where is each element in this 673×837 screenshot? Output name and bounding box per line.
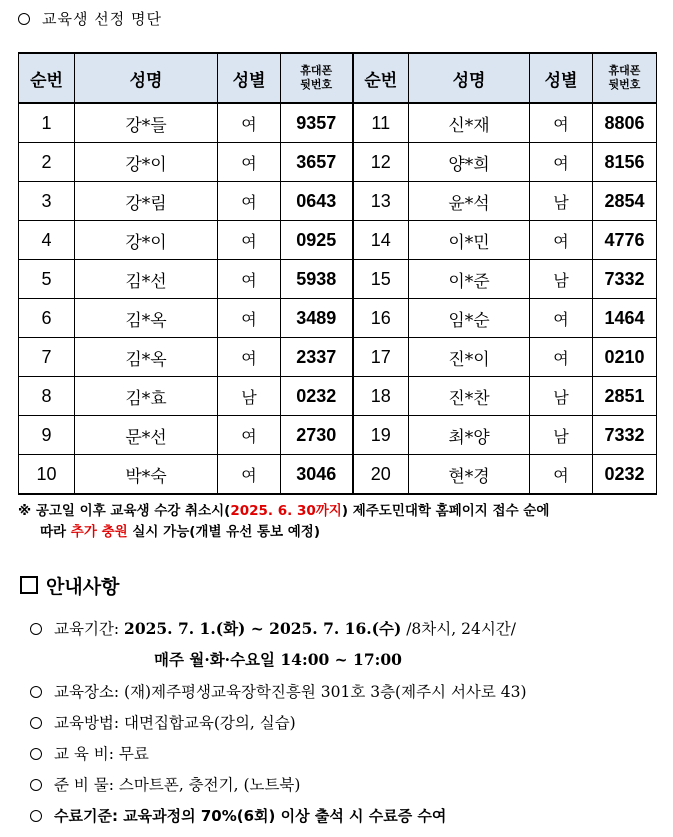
cell-r-name: 양*희 xyxy=(409,143,530,182)
table-row xyxy=(19,377,657,416)
guide-fee: 교 육 비: 무료 xyxy=(30,742,149,764)
cell-l-name: 김*선 xyxy=(75,260,218,299)
cell-r-name: 이*민 xyxy=(409,221,530,260)
cell-r-gender: 여 xyxy=(530,221,593,260)
cell-l-name: 강*이 xyxy=(75,143,218,182)
table-row xyxy=(19,182,657,221)
cell-r-no: 17 xyxy=(353,338,409,377)
cell-r-name: 임*순 xyxy=(409,299,530,338)
guide-title: 안내사항 xyxy=(20,572,119,599)
cell-r-no: 15 xyxy=(353,260,409,299)
cell-r-no: 12 xyxy=(353,143,409,182)
cell-r-phone: 4776 xyxy=(593,221,657,260)
notice-text: ※ 공고일 이후 교육생 수강 취소시(2025. 6. 30까지) 제주도민대학 홈페이지 접수 순에 따라 추가 충원 실시 가능(개별 유선 통보 예정) xyxy=(18,503,550,540)
cell-r-name: 진*찬 xyxy=(409,377,530,416)
cell-l-no: 8 xyxy=(19,377,75,416)
cell-l-gender: 여 xyxy=(218,221,281,260)
cell-r-no: 19 xyxy=(353,416,409,455)
circle-bullet-icon xyxy=(30,810,42,822)
cell-r-gender: 남 xyxy=(530,182,593,221)
cell-r-phone: 7332 xyxy=(593,260,657,299)
cell-l-phone: 2730 xyxy=(281,416,353,455)
cell-l-no: 2 xyxy=(19,143,75,182)
cell-l-phone: 5938 xyxy=(281,260,353,299)
cell-r-phone: 7332 xyxy=(593,416,657,455)
cell-l-name: 강*들 xyxy=(75,103,218,143)
deadline-highlight: 2025. 6. 30까지 xyxy=(230,503,342,519)
cell-l-gender: 여 xyxy=(218,455,281,495)
cell-l-no: 5 xyxy=(19,260,75,299)
table-row xyxy=(19,260,657,299)
cell-l-no: 7 xyxy=(19,338,75,377)
circle-bullet-icon xyxy=(30,748,42,760)
cell-l-no: 6 xyxy=(19,299,75,338)
cell-l-name: 김*효 xyxy=(75,377,218,416)
cell-r-name: 진*이 xyxy=(409,338,530,377)
cell-l-gender: 여 xyxy=(218,182,281,221)
cell-l-phone: 0925 xyxy=(281,221,353,260)
cell-r-name: 이*준 xyxy=(409,260,530,299)
table-row xyxy=(19,143,657,182)
cell-l-no: 9 xyxy=(19,416,75,455)
cell-r-no: 20 xyxy=(353,455,409,495)
cell-r-gender: 여 xyxy=(530,338,593,377)
table-row xyxy=(19,455,657,495)
cell-r-phone: 0232 xyxy=(593,455,657,495)
cell-r-gender: 여 xyxy=(530,299,593,338)
header-no-right: 순번 xyxy=(353,53,409,103)
cell-r-name: 신*재 xyxy=(409,103,530,143)
cell-r-gender: 남 xyxy=(530,260,593,299)
cell-l-name: 김*옥 xyxy=(75,338,218,377)
table-row xyxy=(19,299,657,338)
cell-l-phone: 3657 xyxy=(281,143,353,182)
circle-bullet-icon xyxy=(30,717,42,729)
cell-r-name: 현*경 xyxy=(409,455,530,495)
cell-l-gender: 여 xyxy=(218,143,281,182)
cell-r-name: 윤*석 xyxy=(409,182,530,221)
cell-l-no: 3 xyxy=(19,182,75,221)
cell-l-phone: 9357 xyxy=(281,103,353,143)
cell-l-no: 10 xyxy=(19,455,75,495)
cell-r-phone: 1464 xyxy=(593,299,657,338)
cell-r-gender: 여 xyxy=(530,143,593,182)
cell-l-no: 1 xyxy=(19,103,75,143)
guide-place: 교육장소: (재)제주평생교육장학진흥원 301호 3층(제주시 서사로 43) xyxy=(30,680,527,702)
guide-method: 교육방법: 대면집합교육(강의, 실습) xyxy=(30,711,296,733)
cell-l-name: 강*림 xyxy=(75,182,218,221)
header-gender: 성별 xyxy=(218,53,281,103)
cell-l-name: 박*숙 xyxy=(75,455,218,495)
cell-l-gender: 여 xyxy=(218,299,281,338)
section-title: 교육생 선정 명단 xyxy=(18,8,162,29)
table-header-row xyxy=(19,53,657,103)
circle-bullet-icon xyxy=(30,779,42,791)
cell-r-phone: 8806 xyxy=(593,103,657,143)
cell-r-gender: 여 xyxy=(530,455,593,495)
cell-r-no: 18 xyxy=(353,377,409,416)
header-phone-right: 휴대폰 뒷번호 xyxy=(593,53,657,103)
guide-period: 교육기간: 2025. 7. 1.(화) ~ 2025. 7. 16.(수) /8차시, 24시간/ xyxy=(30,617,516,639)
cell-r-no: 14 xyxy=(353,221,409,260)
cell-r-gender: 여 xyxy=(530,103,593,143)
cell-r-name: 최*양 xyxy=(409,416,530,455)
cell-l-gender: 여 xyxy=(218,103,281,143)
cell-l-name: 김*옥 xyxy=(75,299,218,338)
square-bullet-icon xyxy=(20,576,38,594)
cell-r-no: 11 xyxy=(353,103,409,143)
cell-l-no: 4 xyxy=(19,221,75,260)
cell-r-gender: 남 xyxy=(530,416,593,455)
cell-l-name: 문*선 xyxy=(75,416,218,455)
cell-l-gender: 여 xyxy=(218,260,281,299)
table-row xyxy=(19,221,657,260)
guide-completion: 수료기준: 교육과정의 70%(6회) 이상 출석 시 수료증 수여 xyxy=(30,805,446,826)
cell-l-gender: 남 xyxy=(218,377,281,416)
cell-l-phone: 2337 xyxy=(281,338,353,377)
header-name-right: 성명 xyxy=(409,53,530,103)
cell-l-phone: 0232 xyxy=(281,377,353,416)
cell-r-no: 16 xyxy=(353,299,409,338)
cell-l-gender: 여 xyxy=(218,338,281,377)
header-phone: 휴대폰 뒷번호 xyxy=(281,53,353,103)
circle-bullet-icon xyxy=(18,13,30,25)
table-row xyxy=(19,103,657,143)
guide-supplies: 준 비 물: 스마트폰, 충전기, (노트북) xyxy=(30,773,300,795)
cell-r-phone: 2854 xyxy=(593,182,657,221)
cell-l-phone: 0643 xyxy=(281,182,353,221)
cell-r-phone: 0210 xyxy=(593,338,657,377)
cell-l-gender: 여 xyxy=(218,416,281,455)
circle-bullet-icon xyxy=(30,623,42,635)
trainee-table xyxy=(18,52,657,495)
cell-l-phone: 3489 xyxy=(281,299,353,338)
table-row xyxy=(19,338,657,377)
cell-l-name: 강*이 xyxy=(75,221,218,260)
header-no: 순번 xyxy=(19,53,75,103)
circle-bullet-icon xyxy=(30,686,42,698)
header-name: 성명 xyxy=(75,53,218,103)
extra-enrollment-highlight: 추가 충원 xyxy=(70,524,128,540)
cell-r-gender: 남 xyxy=(530,377,593,416)
header-gender-right: 성별 xyxy=(530,53,593,103)
table-row xyxy=(19,416,657,455)
cell-r-phone: 8156 xyxy=(593,143,657,182)
cell-r-no: 13 xyxy=(353,182,409,221)
guide-schedule: 매주 월·화·수요일 14:00 ~ 17:00 xyxy=(154,650,402,669)
cell-r-phone: 2851 xyxy=(593,377,657,416)
cell-l-phone: 3046 xyxy=(281,455,353,495)
